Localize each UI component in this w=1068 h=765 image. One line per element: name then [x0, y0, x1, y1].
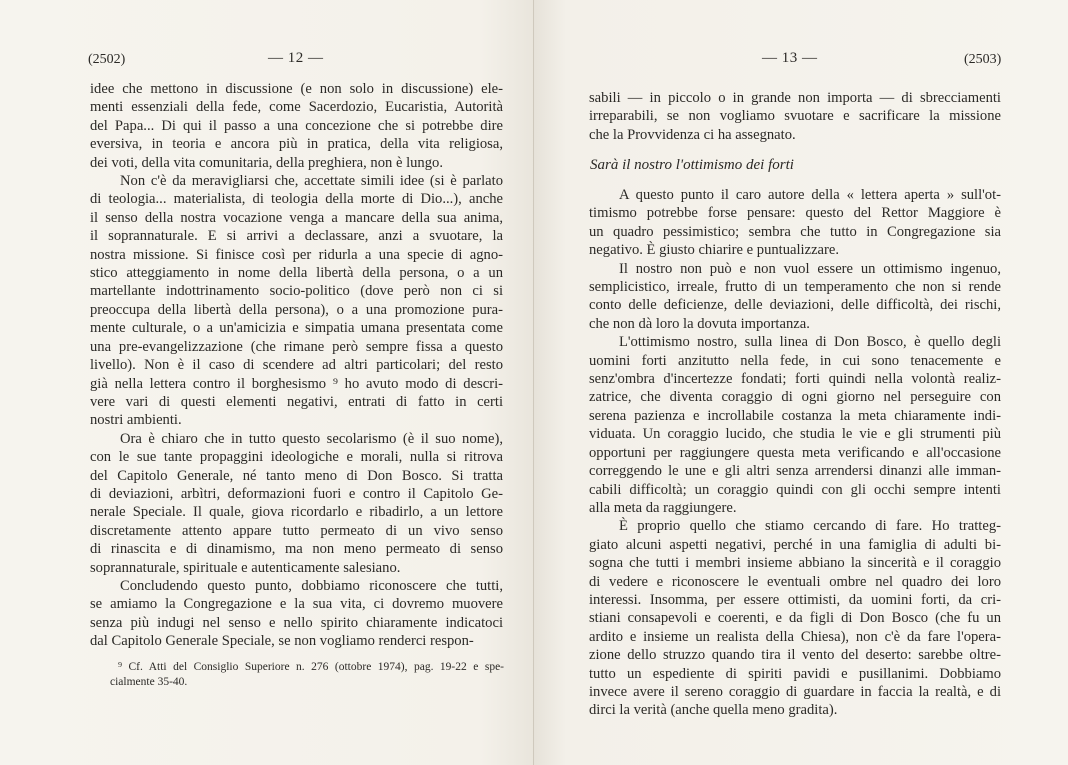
text-line: senz'ombra d'incertezze fondati; forti quindi nella volontà realiz-: [589, 371, 1001, 388]
text-line: Il nostro non può e non vuol essere un ottimismo ingenuo,: [619, 260, 1001, 277]
text-line: Concludendo questo punto, dobbiamo riconoscere che tutti,: [120, 577, 503, 594]
text-line: un quadro pessimistico; sembra che tutto in Congregazione sia: [589, 223, 1001, 240]
text-line: alla meta da raggiungere.: [589, 499, 737, 516]
text-line: idee che mettono in discussione (e non solo in discussione) ele-: [90, 81, 503, 97]
text-line: il senso della nostra vocazione venga a mancare della sua anima,: [90, 209, 503, 226]
text-line: del Papa... Di qui il passo a una concezione che si potrebbe dire: [90, 117, 503, 134]
text-line: martellante indottrinamento socio-politico (dove però non ci si: [90, 283, 503, 300]
text-line: irreparabili, se non vogliamo svuotare e sacrificare la missione: [589, 108, 1001, 125]
text-line: eversiva, in teoria e ancora più in pratica, della vita religiosa,: [90, 136, 503, 153]
text-line: conto delle deficienze, delle deviazioni, delle difficoltà, dei rischi,: [589, 297, 1001, 314]
text-line: vere vari di questi elementi negativi, entrati di fatto in certi: [90, 393, 503, 410]
page-number-left: — 12 —: [268, 50, 324, 66]
text-line: se amiamo la Congregazione e la sua vita, ci dovremo muovere: [90, 596, 503, 613]
text-line: soprannaturale, spirituale e autenticamente salesiano.: [90, 559, 401, 576]
text-line: stiani consapevoli e coerenti, e da figli di Don Bosco (che fu un: [589, 610, 1001, 627]
text-line: Non c'è da meravigliarsi che, accettate simili idee (si è parlato: [120, 173, 503, 190]
text-line: È proprio quello che stiamo cercando di fare. Ho tratteg-: [619, 518, 1001, 535]
text-line: L'ottimismo nostro, sulla linea di Don Bosco, è quello degli: [619, 334, 1001, 351]
text-line: viduata. Un coraggio lucido, che studia le vie e gli strumenti più: [589, 426, 1001, 443]
page-number-right: — 13 —: [762, 50, 818, 66]
right-body-text: [589, 186, 1001, 720]
text-line: sabili — in piccolo o in grande non importa — di sbrecciamenti: [589, 90, 1001, 106]
text-line: dirci la verità (anche quella meno gradita).: [589, 702, 838, 719]
left-body-text: [90, 80, 503, 651]
text-line: correggendo le une e gli altri senza arrendersi dinanzi alle imman-: [589, 463, 1001, 480]
footnote: [110, 660, 504, 690]
text-line: il soprannaturale. E si arrivi a declassare, anzi a svuotare, la: [90, 228, 503, 245]
page-code-left: (2502): [88, 52, 126, 67]
text-line: serena pazienza e incrollabile costanza la meta chiaramente indi-: [589, 407, 1001, 424]
text-line: già nella lettera contro il borghesismo ⁹ ho avuto modo di descri-: [90, 375, 503, 392]
text-line: preoccupa della libertà della persona), o a una promozione pura-: [90, 301, 503, 318]
text-line: del Capitolo Generale, né tanto meno di Don Bosco. Si tratta: [90, 467, 503, 484]
section-title: Sarà il nostro l'ottimismo dei forti: [590, 157, 794, 173]
text-line: nostri ambienti.: [90, 412, 182, 429]
text-line: Ora è chiaro che in tutto questo secolarismo (è il suo nome),: [120, 430, 503, 447]
text-line: mente culturale, o a un'amicizia e simpatia umana presentata come: [90, 320, 503, 337]
text-line: di teologia... materialista, di teologia della morte di Dio...), anche: [90, 191, 503, 208]
text-line: ardito e insieme un realista della Chiesa), non c'è da fare l'opera-: [589, 628, 1001, 645]
footnote-line: cialmente 35-40.: [110, 676, 188, 688]
text-line: stico atteggiamento in nome della libertà della persona, o a un: [90, 265, 503, 282]
text-line: zatrice, che diventa coraggio di ogni giorno nel perseguire con: [589, 389, 1001, 406]
text-line: dei voti, della vita comunitaria, della preghiera, non è lungo.: [90, 154, 443, 171]
text-line: senza più indugi nel senso e nello spirito chiaramente indicatoci: [90, 614, 503, 631]
text-line: sogna che tutti i membri insieme abbiano la sincerità e il coraggio: [589, 555, 1001, 572]
text-line: cabili difficoltà; un coraggio quindi con gli occhi sempre intenti: [589, 481, 1001, 498]
text-line: di deviazioni, arbìtri, deformazioni fuori e contro il Capitolo Ge-: [90, 485, 503, 502]
text-line: che non dà loro la dovuta importanza.: [589, 315, 810, 332]
text-line: nerale Speciale. Il quale, giova ricordarlo e ribadirlo, a un lettore: [90, 504, 503, 521]
text-line: giato alcuni aspetti negativi, perché in una famiglia di adulti bi-: [589, 536, 1001, 553]
text-line: con le sue tante propaggini ideologiche e morali, nulla si ritrova: [90, 449, 503, 466]
text-line: invece avere il sereno coraggio di guardare in faccia la realtà, e di: [589, 683, 1001, 700]
text-line: di vedere e riconoscere le eventuali ombre nel quadro dei loro: [589, 573, 1001, 590]
text-line: tutto un espediente di spiriti pavidi e pusillanimi. Dobbiamo: [589, 665, 1001, 682]
page-code-right: (2503): [964, 52, 1002, 67]
text-line: A questo punto il caro autore della « lettera aperta » sull'ot-: [619, 187, 1001, 203]
text-line: timismo potrebbe forse pensare: questo del Rettor Maggiore è: [589, 205, 1001, 222]
text-line: semplicistico, irreale, frutto di un temperamento che non si rende: [589, 279, 1001, 296]
footnote-line: ⁹ Cf. Atti del Consiglio Superiore n. 276 (ottobre 1974), pag. 19-22 e spe-: [118, 661, 504, 673]
right-page: [534, 0, 1068, 765]
text-line: discretamente attento appare tutto permeato di un vivo senso: [90, 522, 503, 539]
text-line: dal Capitolo Generale Speciale, se non vogliamo renderci respon-: [90, 633, 474, 650]
right-continuation-text: [589, 89, 1001, 144]
text-line: nostra missione. Si finisce così per ridurla a una specie di agno-: [90, 246, 503, 263]
text-line: che la Provvidenza ci ha assegnato.: [589, 126, 796, 143]
text-line: opportuni per raggiungere questa meta verificando e all'occasione: [589, 444, 1001, 461]
text-line: menti essenziali della fede, come Sacerdozio, Eucaristia, Autorità: [90, 99, 503, 116]
text-line: uomini forti anzitutto nella fede, in cui sono tenacemente e: [589, 352, 1001, 369]
text-line: di rinascita e di dinamismo, ma non meno permeato di senso: [90, 541, 503, 558]
text-line: zione dello struzzo quando tira il vento del deserto: sarebbe oltre-: [589, 647, 1001, 664]
text-line: negativo. È giusto chiarire e puntualizzare.: [589, 242, 840, 259]
text-line: livello). Non è il caso di scendere ad altri particolari; del resto: [90, 357, 503, 374]
text-line: interessi. Insomma, per essere ottimisti, da uomini forti, da cri-: [589, 591, 1001, 608]
text-line: una pre-evangelizzazione (che rimane però sempre fissa a questo: [90, 338, 503, 355]
